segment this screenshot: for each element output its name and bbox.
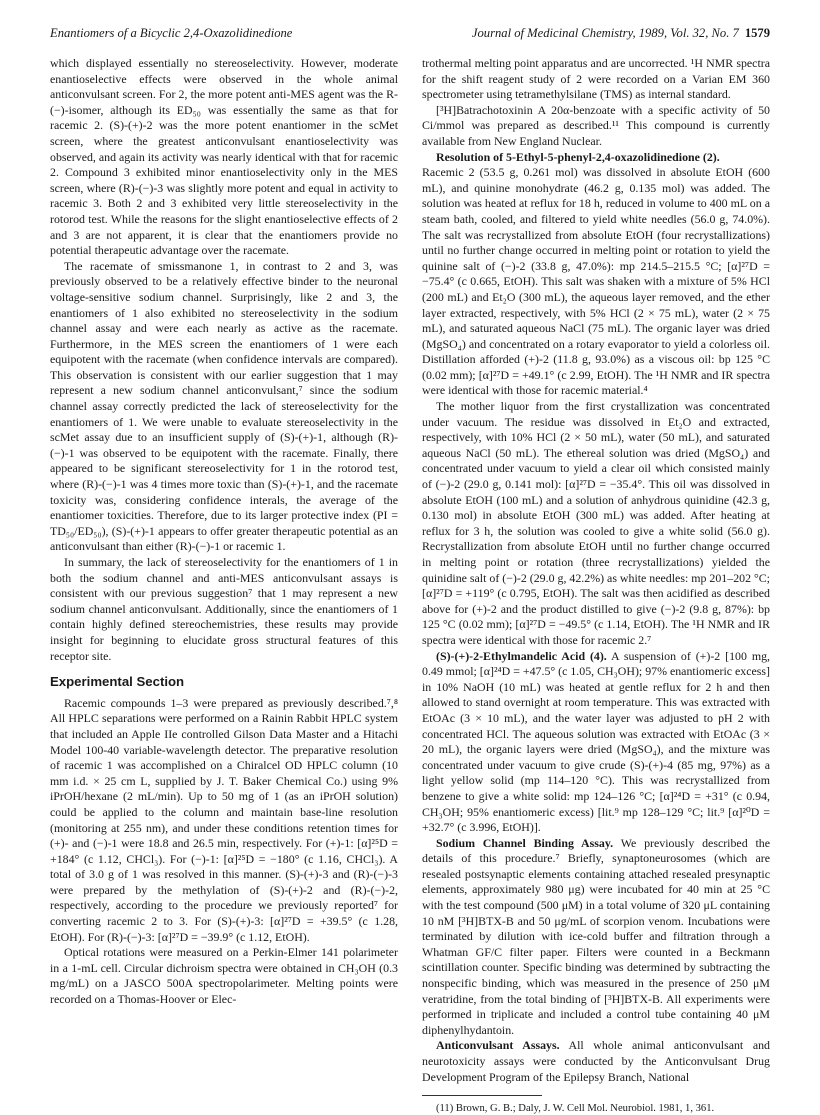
experimental-paragraph-1: Racemic compounds 1–3 were prepared as previously described.⁷,⁸ All HPLC separations were performed on a Rainin Rabbit HPLC system that included an Apple IIe controlled Gilson Data Master and a Hitachi Model 100-40 variable-wavelength detector. The preparative resolution of racemic 1 was accomplished on a Chiralcel OD HPLC column (10 mm i.d. × 25 cm L, supplied by J. T. Baker Chemical Co.) using 9% iPrOH/hexane (2 mL/min). Up to 50 mg of 1 (as an iPrOH solution) could be applied to the column and maintain base-line resolution (monitoring at 255 nm), and under these conditions retention times for (+)- and (−)-1 were 18.8 and 26.5 min, respectively. For (+)-1: [α]²⁵D = +184° (c 1.12, CHCl₃). For (−)-1: [α]²⁵D = −180° (c 1.16, CHCl₃). A total of 3.0 g of 1 was resolved in this manner. (S)-(+)-3 and (R)-(−)-3 were prepared by the methylation of (S)-(+)-2 and (R)-(−)-2, respectively, according to the procedure we previously reported⁷ for converting racemic 2 to 3. For (S)-(+)-3: [α]²⁷D = +39.5° (c 1.28, EtOH). For (R)-(−)-3: [α]²⁷D = −39.9° (c 1.12, EtOH). xyxy=(50,695,398,944)
discussion-paragraph-2: The racemate of smissmanone 1, in contrast to 2 and 3, was previously observed to be a relatively effective binder to the neuronal voltage-sensitive sodium channel. Surprisingly, like 2 and 3, the enantiomers of 1 also exhibited no stereoselectivity in the sodium channel assay and were each nearly as active as the racemate. Furthermore, in the MES screen the enantiomers of 1 were each equipotent with the racemate (when confidence intervals are compared). This observation is consistent with our earlier suggestion that 1 may represent a new sodium channel anticonvulsant,⁷ since the sodium channel assay correctly predicted the lack of stereoselectivity for the enantiomers of 1. We were unable to evaluate stereoselectivity in the scMet assay due to an insufficient supply of (S)-(+)-1, although (R)-(−)-1 was observed to be equipotent with the racemate. Finally, there appeared to be significant stereoselectivity for 1 in the rotorod test, where (R)-(−)-1 was 4 times more toxic than (S)-(+)-1, and the racemate toxicity was, considering confidence interals, the average of the enantiomer toxicities. Therefore, due to its larger protective index (PI = TD₅₀/ED₅₀), (S)-(+)-1 appears to offer greater therapeutic potential as an anticonvulsant than either (R)-(−)-1 or racemic 1. xyxy=(50,258,398,554)
anticonvulsant-subheading: Anticonvulsant Assays. xyxy=(436,1038,560,1053)
page-number: 1579 xyxy=(744,26,770,40)
summary-paragraph: In summary, the lack of stereoselectivity for the enantiomers of 1 in both the sodium channel and anti-MES anticonvulsant assays is consistent with our previous suggestion⁷ that 1 may represent a new sodium channel anticonvulsant. Additionally, since the enantiomers of 1 contain highly defined stereochemistries, these results may provide insight for beginning to elucidate gross structural features of this receptor site. xyxy=(50,555,398,663)
experimental-paragraph-2: Optical rotations were measured on a Perkin-Elmer 141 polarimeter in a 1-mL cell. Circular dichroism spectra were obtained in CH₃OH (0.3 mg/mL) on a JASCO 500A spectropolarimeter. Melting points were recorded on a Thomas-Hoover or Elec- xyxy=(50,945,398,1007)
anticonvulsant-paragraph xyxy=(422,1038,770,1085)
footnote-divider xyxy=(422,1095,542,1096)
resolution-subheading: Resolution of 5-Ethyl-5-phenyl-2,4-oxazolidinedione (2). xyxy=(436,149,720,164)
journal-citation: Journal of Medicinal Chemistry, 1989, Vol. 32, No. 7 xyxy=(471,26,739,40)
running-head-journal xyxy=(472,26,770,41)
sodium-channel-text: We previously described the details of this procedure.⁷ Briefly, synaptoneurosomes (which are resealed postsynaptic elements containing attached resealed presynaptic elements, approximately 980 μg) were incubated for 40 min at 25 °C with the test compound (500 μM) in a total volume of 320 μL containing 10 nM [³H]BTX-B and 50 μg/mL of scorpion venom. Incubations were terminated by dilution with ice-cold buffer and filtration through a Whatman GF/C filter paper. Filters were counted in a Beckmann scintillation counter. Specific binding was determined by subtracting the nonspecific binding, which was measured in the presence of 250 μM veratridine, from the total binding of [³H]BTX-B. All experiments were performed in triplicate and included a control tube containing 40 μM diphenylhydantoin. xyxy=(422,835,770,1037)
resolution-paragraph-1: Racemic 2 (53.5 g, 0.261 mol) was dissolved in absolute EtOH (600 mL), and quinine monohydrate (46.2 g, 0.135 mol) was added. The solution was heated at reflux for 18 h, reduced in volume to 400 mL on a steam bath, cooled, and filtered to yield white needles (56.0 g, 74.0%). The salt was recrystallized from absolute EtOH (four recrystallizations) until no further change occurred in melting point or rotation to yield the quinine salt of (−)-2 (33.8 g, 47.0%): mp 214.5–215.5 °C; [α]²⁷D = −75.4° (c 0.665, EtOH). This salt was shaken with a mixture of 5% HCl (200 mL) and Et₂O (300 mL), the aqueous layer removed, and the ether layer extracted, respectively, with 5% HCl (2 × 75 mL), water (2 × 75 mL), and saturated aqueous NaCl (75 mL). The organic layer was dried (MgSO₄) and concentrated on a rotary evaporator to yield a colorless oil. Distillation afforded (+)-2 (11.8 g, 93.0%) as a viscous oil: bp 125 °C (0.02 mm); [α]²⁷D = +49.1° (c 2.99, EtOH). The ¹H NMR and IR spectra were identical with those for racemic material.⁴ xyxy=(422,165,770,398)
ethylmandelic-text: A suspension of (+)-2 [100 mg, 0.49 mmol; [α]²⁴D = +47.5° (c 1.05, CH₃OH); 97% enantiomeric excess] in 10% NaOH (10 mL) was heated at gentle reflux for 2 h and then allowed to stand overnight at room temperature. This was extracted with EtOAc (3 × 10 mL), and the water layer was adjusted to pH 2 with concentrated HCl. The aqueous solution was extracted with EtOAc (3 × 20 mL), the organic layers were dried (MgSO₄), and the mixture was concentrated under vacuum to give crude (S)-(+)-4 (85 mg, 97%) as a light yellow solid (mp 114–120 °C). This was recrystallized from benzene to give a white solid: mp 124–126 °C; [α]²⁴D = +31° (c 0.94, CH₃OH; 95% enantiomeric excess) [lit.⁹ mp 128–129 °C; lit.⁹ [α]²⁰D = +32.7° (c 3.996, EtOH)]. xyxy=(422,648,770,835)
resolution-subheading-block xyxy=(422,150,770,166)
right-column xyxy=(422,56,770,1115)
discussion-paragraph-1: which displayed essentially no stereoselectivity. However, moderate enantioselective effects were observed in the whole animal anticonvulsant screen. For 2, the more potent anti-MES agent was the R-(−)-isomer, although its ED₅₀ was essentially the same as that for racemic 2. (S)-(+)-2 was the more potent enantiomer in the scMet screen, where the greatest anticonvulsant enantioselectivity was observed, and again its activity was nearly identical with that for racemic 2. Compound 3 exhibited minor enantioselectivity only in the MES screen, where (R)-(−)-3 was slightly more potent and equal in activity to racemic 3. Both 2 and 3 exhibited very little stereoselectivity in the rotorod test. While the reasons for the slight enantioselective effects of 2 and 3 are not apparent, it is clear that the enantiomers provide no potential therapeutic advantage over the racemate. xyxy=(50,56,399,258)
batrachotoxinin-paragraph: [³H]Batrachotoxinin A 20α-benzoate with a specific activity of 50 Ci/mmol was prepared as described.¹¹ This compound is currently available from New England Nuclear. xyxy=(422,102,770,148)
ethylmandelic-paragraph xyxy=(422,649,770,836)
ethylmandelic-subheading: (S)-(+)-2-Ethylmandelic Acid (4). xyxy=(436,648,607,663)
sodium-channel-subheading: Sodium Channel Binding Assay. xyxy=(436,835,614,850)
resolution-paragraph-2: The mother liquor from the first crystallization was concentrated under vacuum. The residue was dissolved in Et₂O and extracted, respectively, with 10% HCl (2 × 50 mL), water (50 mL), and saturated aqueous NaCl (50 mL). The ethereal solution was dried (MgSO₄) and concentrated under vacuum to yield a clear oil which consisted mainly of (−)-2 (29.0 g, 0.141 mol): [α]²⁷D = −35.4°. This oil was dissolved in absolute EtOH (100 mL) and a solution of anhydrous quinidine (42.3 g, 0.130 mol) in absolute EtOH (300 mL) was added. After heating at reflux for 3 h, the solution was cooled to give a white solid (56.0 g). Recrystallization from absolute EtOH until no further change occurred in melting point or rotation (three recrystallizations) yielded the quinidine salt of (−)-2 (29.0 g, 42.2%) as white needles: mp 201–202 °C; [α]²⁷D = +119° (c 0.795, EtOH). The salt was then acidified as described above for (+)-2 and the product distilled to give (−)-2 (9.8 g, 87%): bp 125 °C (0.02 mm); [α]²⁷D = −49.5° (c 1.14, EtOH). The ¹H NMR and IR spectra were identical with those for racemic 2.⁷ xyxy=(422,399,770,647)
experimental-section-heading: Experimental Section xyxy=(50,674,185,690)
anticonvulsant-text: All whole animal anticonvulsant and neurotoxicity assays were conducted by the Anticonvulsant Drug Development Program of the Epilepsy Branch, National xyxy=(422,1038,770,1084)
left-column xyxy=(50,56,398,1008)
sodium-channel-paragraph xyxy=(422,836,770,1039)
methods-continuation: trothermal melting point apparatus and are uncorrected. ¹H NMR spectra for the shift reagent study of 2 were recorded on a Varian EM 360 spectrometer using tetramethylsilane (TMS) as internal standard. xyxy=(422,56,770,102)
running-head-title: Enantiomers of a Bicyclic 2,4-Oxazolidinedione xyxy=(50,26,293,40)
running-head xyxy=(50,26,770,44)
footnote: (11) Brown, G. B.; Daly, J. W. Cell Mol. Neurobiol. 1981, 1, 361. xyxy=(436,1103,715,1115)
